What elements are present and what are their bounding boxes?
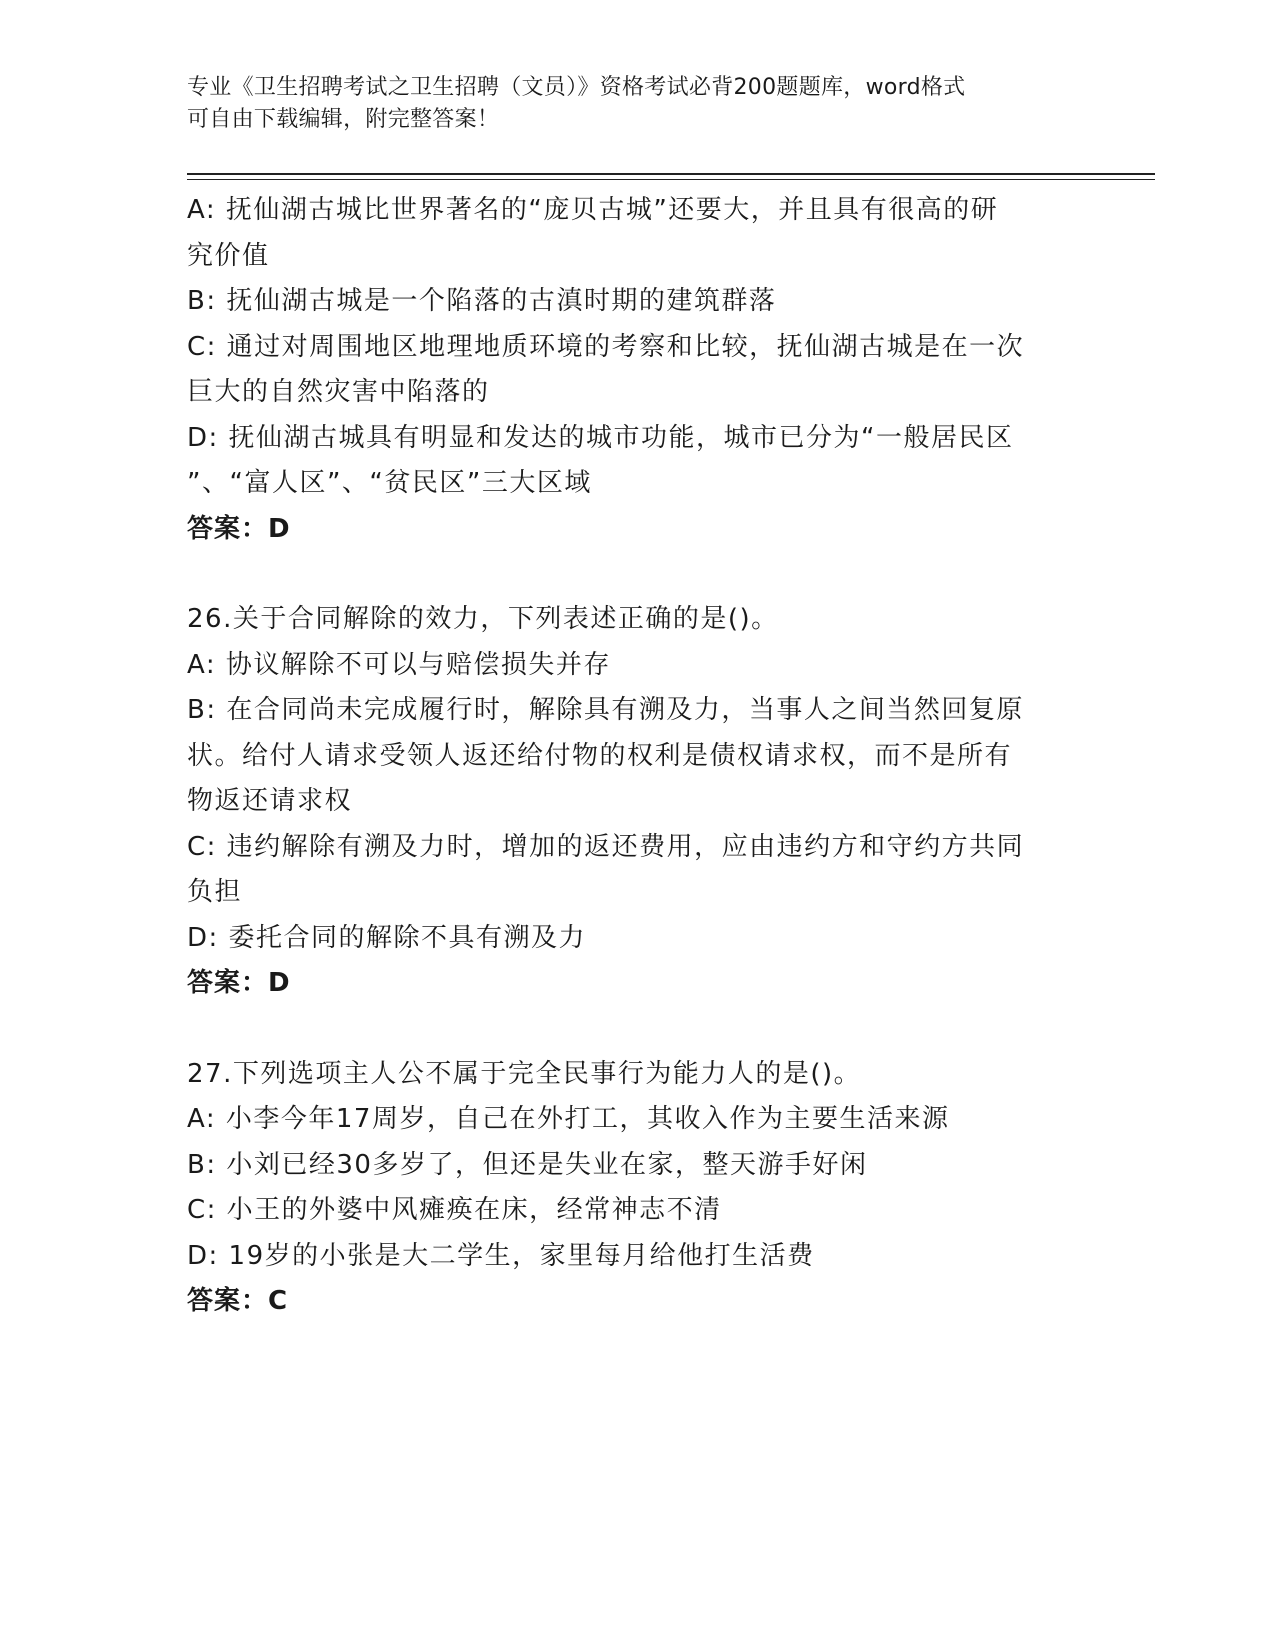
option-b-line-2: 状。给付人请求受领人返还给付物的权利是债权请求权，而不是所有 xyxy=(187,740,1013,771)
option-d: D: 委托合同的解除不具有溯及力 xyxy=(187,922,587,953)
header-divider-thick xyxy=(187,173,1155,175)
option-b: B: 小刘已经30多岁了，但还是失业在家，整天游手好闲 xyxy=(187,1149,868,1180)
spacer xyxy=(187,552,1077,597)
option-b-line-1: B: 在合同尚未完成履行时，解除具有溯及力，当事人之间当然回复原 xyxy=(187,695,1024,725)
option-a: A: 协议解除不可以与赔偿损失并存 xyxy=(187,649,611,680)
header-line-1: 专业《卫生招聘考试之卫生招聘（文员）》资格考试必背200题题库，word格式 xyxy=(187,75,966,100)
option-c-line-2: 负担 xyxy=(187,877,243,907)
header-line-2: 可自由下载编辑，附完整答案！ xyxy=(187,107,500,132)
option-c-line-1: C: 通过对周围地区地理地质环境的考察和比较，抚仙湖古城是在一次 xyxy=(187,331,1025,362)
answer: 答案：C xyxy=(187,1286,289,1316)
answer: 答案：D xyxy=(187,513,291,544)
option-b: B: 抚仙湖古城是一个陷落的古滇时期的建筑群落 xyxy=(187,286,777,316)
option-c-line-2: 巨大的自然灾害中陷落的 xyxy=(187,377,490,407)
option-c-line-1: C: 违约解除有溯及力时，增加的返还费用，应由违约方和守约方共同 xyxy=(187,831,1025,862)
option-d-line-1: D: 抚仙湖古城具有明显和发达的城市功能，城市已分为“一般居民区 xyxy=(187,422,1014,453)
option-a-line-2: 究价值 xyxy=(187,240,270,271)
document-body xyxy=(187,188,1077,1325)
option-b-line-3: 物返还请求权 xyxy=(187,786,353,816)
option-c: C: 小王的外婆中风瘫痪在床，经常神志不清 xyxy=(187,1195,722,1225)
answer: 答案：D xyxy=(187,968,291,998)
question-27-stem: 27.下列选项主人公不属于完全民事行为能力人的是()。 xyxy=(187,1058,862,1089)
header-divider-thin xyxy=(187,179,1155,180)
spacer xyxy=(187,1007,1077,1052)
document-header xyxy=(187,72,1067,136)
question-26-block xyxy=(187,597,1077,1007)
question-26-stem: 26.关于合同解除的效力，下列表述正确的是()。 xyxy=(187,604,779,634)
option-d: D: 19岁的小张是大二学生，家里每月给他打生活费 xyxy=(187,1240,815,1271)
option-d-line-2: ”、“富人区”、“贫民区”三大区域 xyxy=(187,468,592,498)
option-a: A: 小李今年17周岁，自己在外打工，其收入作为主要生活来源 xyxy=(187,1104,950,1134)
question-25-block xyxy=(187,188,1077,552)
question-27-block xyxy=(187,1052,1077,1325)
option-a-line-1: A: 抚仙湖古城比世界著名的“庞贝古城”还要大，并且具有很高的研 xyxy=(187,195,999,225)
